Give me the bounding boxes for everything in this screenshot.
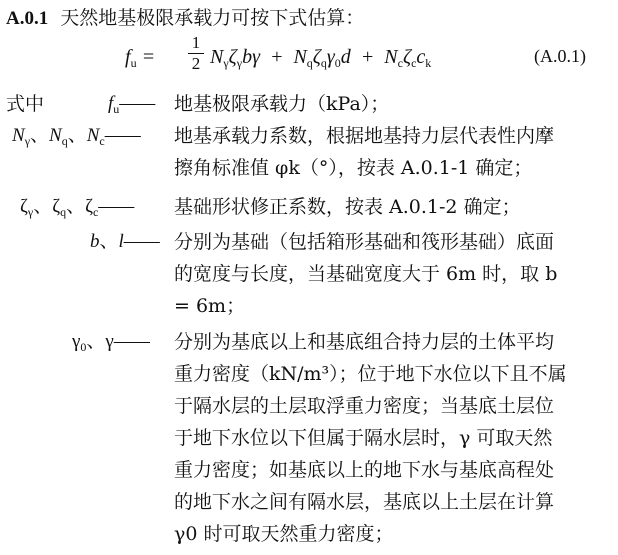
clause-heading [6,6,364,31]
clause-number: A.0.1 [6,8,49,29]
def-gamma: 分别为基底以上和基底组合持力层的土体平均 重力密度（kN/m³）；位于地下水位以下且不属 于隔水层的土层取浮重力密度；当基底土层位 于地下水位以下但属于隔水层时，γ 可取天然 重力密度；如基底以上的地下水与基底高程处 的地下水之间有隔水层，基底以上土层在计算 γ0 时可取天然重力密度； [174,331,567,545]
def-fu: 地基极限承载力（kPa）； [174,93,390,115]
equation-number: (A.0.1) [534,46,586,66]
clause-title: 天然地基极限承载力可按下式估算： [60,7,365,29]
formula-rhs: $N_\gamma\zeta_\gamma b\gamma + N_q\zeta_q\gamma_0d + N_c\zeta_cc_k$ [210,46,432,70]
fraction-one-half: 1 2 [188,34,204,73]
symbol-n-factors: $N_\gamma$、$N_q$、$N_c——$ [12,125,139,148]
symbol-zeta-factors: $\zeta_\gamma$、$\zeta_q$、$\zeta_c——$ [20,196,133,219]
symbol-fu: $f_u——$ [108,93,154,116]
def-b-l: 分别为基础（包括箱形基础和筏形基础）底面 的宽度与长度，当基础宽度大于 6m 时，取 b = 6m； [174,231,558,317]
def-zeta-factors: 基础形状修正系数，按表 A.0.1-2 确定； [174,196,521,218]
symbol-b-l: b、l—— [90,231,158,252]
symbol-gamma: $\gamma_0$、γ—— [72,331,148,354]
where-label: 式中 [6,93,45,115]
formula-lhs: $f_u$ = [125,46,156,70]
def-n-factors: 地基承载力系数，根据地基持力层代表性内摩 擦角标准值 φk（°），按表 A.0.1-1 确定； [174,125,555,179]
formula-a-0-1 [0,34,618,80]
